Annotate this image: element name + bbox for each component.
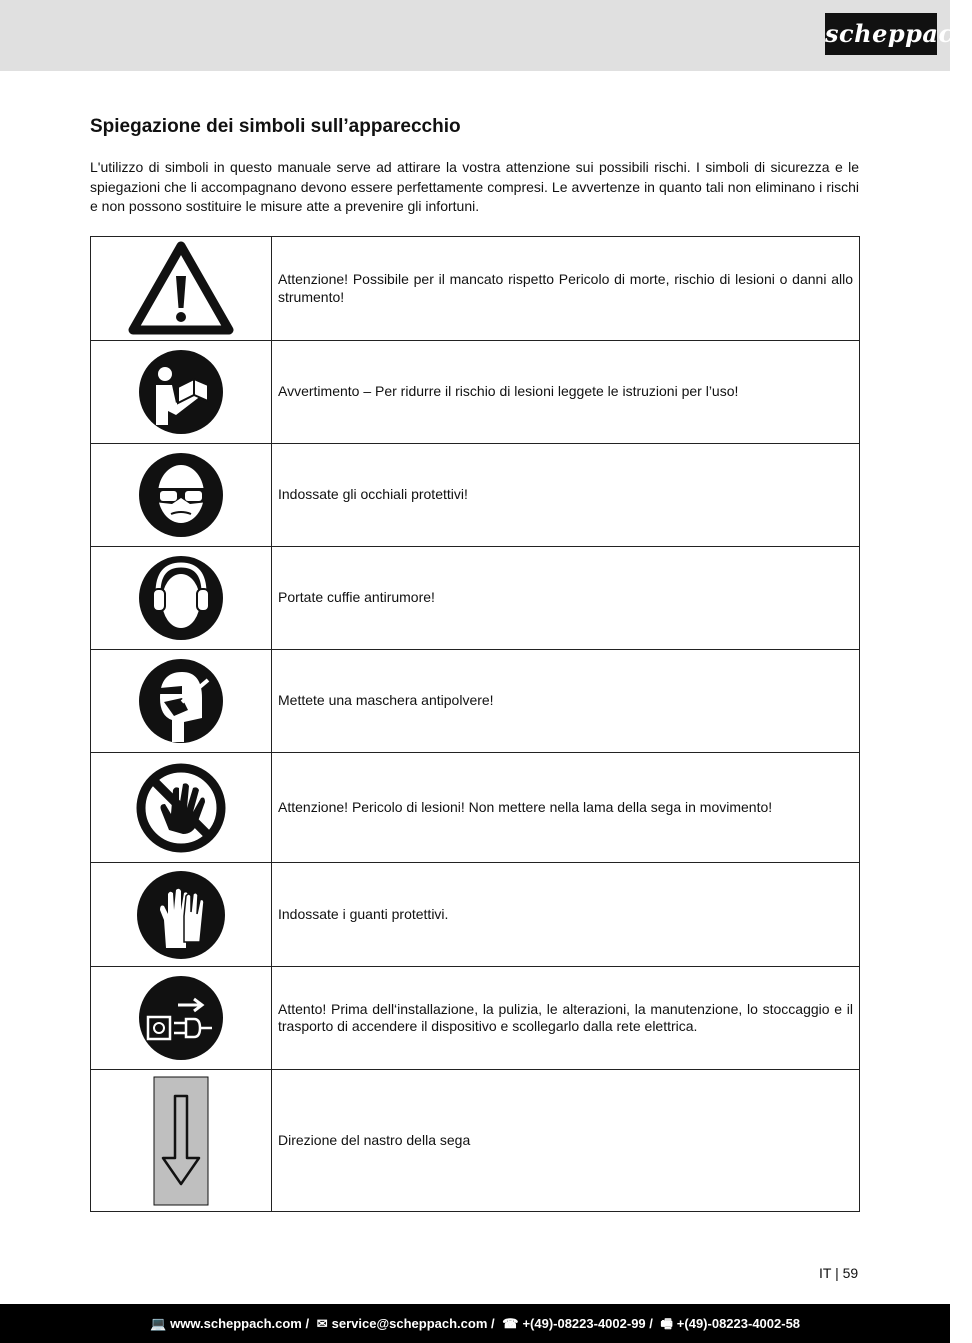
footer-email[interactable]: service@scheppach.com / xyxy=(331,1316,495,1331)
symbol-table xyxy=(90,236,860,1212)
icon-cell xyxy=(91,341,272,444)
footer-bar xyxy=(0,1304,950,1343)
symbol-description: Indossate gli occhiali protettivi! xyxy=(272,444,860,547)
band-direction-arrow-icon xyxy=(153,1076,209,1206)
table-row xyxy=(91,341,860,444)
icon-cell xyxy=(91,863,272,967)
page-title: Spiegazione dei simboli sull’apparecchio xyxy=(90,116,461,137)
scheppach-logo: scheppach xyxy=(825,13,937,55)
page-number: IT | 59 xyxy=(819,1265,859,1281)
icon-cell xyxy=(91,650,272,753)
symbol-description: Attenzione! Possibile per il mancato rispetto Pericolo di morte, rischio di lesioni o danni allo strumento! xyxy=(272,237,860,341)
table-row xyxy=(91,967,860,1070)
symbol-description: Avvertimento – Per ridurre il rischio di lesioni leggete le istruzioni per l’uso! xyxy=(272,341,860,444)
table-row xyxy=(91,237,860,341)
unplug-icon xyxy=(138,975,224,1061)
symbol-description: Attenzione! Pericolo di lesioni! Non mettere nella lama della sega in movimento! xyxy=(272,753,860,863)
ear-protection-icon xyxy=(138,555,224,641)
mail-icon: ✉ xyxy=(316,1316,328,1331)
table-row xyxy=(91,444,860,547)
icon-cell xyxy=(91,444,272,547)
symbol-description: Mettete una maschera antipolvere! xyxy=(272,650,860,753)
icon-cell xyxy=(91,753,272,863)
protective-gloves-icon xyxy=(136,870,226,960)
table-row xyxy=(91,547,860,650)
intro-paragraph: L'utilizzo di simboli in questo manuale serve ad attirare la vostra attenzione sui possibili rischi. I simboli di sicurezza e le spiegazioni che li accompagnano devono essere perfettamente compresi. Le avvertenze in quanto tali non eliminano i rischi e non possono sostituire le misure atte a prevenire gli infortuni. xyxy=(90,159,859,214)
symbol-description: Attento! Prima dell‘installazione, la pulizia, le alterazioni, la manutenzione, lo stoccaggio e il trasporto di accendere il dispositivo e scollegarlo dalla rete elettrica. xyxy=(272,967,860,1070)
header-bar xyxy=(0,0,950,71)
safety-goggles-icon xyxy=(138,452,224,538)
icon-cell xyxy=(91,547,272,650)
footer-website[interactable]: www.scheppach.com / xyxy=(170,1316,310,1331)
fax-icon: 🖷 xyxy=(660,1316,673,1331)
symbol-description: Direzione del nastro della sega xyxy=(272,1070,860,1212)
table-row xyxy=(91,863,860,967)
symbol-description: Portate cuffie antirumore! xyxy=(272,547,860,650)
no-hand-icon xyxy=(135,762,227,854)
symbol-description: Indossate i guanti protettivi. xyxy=(272,863,860,967)
icon-cell xyxy=(91,967,272,1070)
computer-icon: 💻 xyxy=(149,1316,167,1331)
footer-fax: +(49)-08223-4002-58 xyxy=(676,1316,801,1331)
dust-mask-icon xyxy=(138,658,224,744)
read-manual-icon xyxy=(138,349,224,435)
phone-icon: ☎ xyxy=(502,1316,519,1331)
table-row xyxy=(91,753,860,863)
table-row xyxy=(91,1070,860,1212)
footer-phone: +(49)-08223-4002-99 / xyxy=(522,1316,653,1331)
icon-cell xyxy=(91,237,272,341)
icon-cell xyxy=(91,1070,272,1212)
warning-triangle-icon xyxy=(129,242,233,336)
table-row xyxy=(91,650,860,753)
